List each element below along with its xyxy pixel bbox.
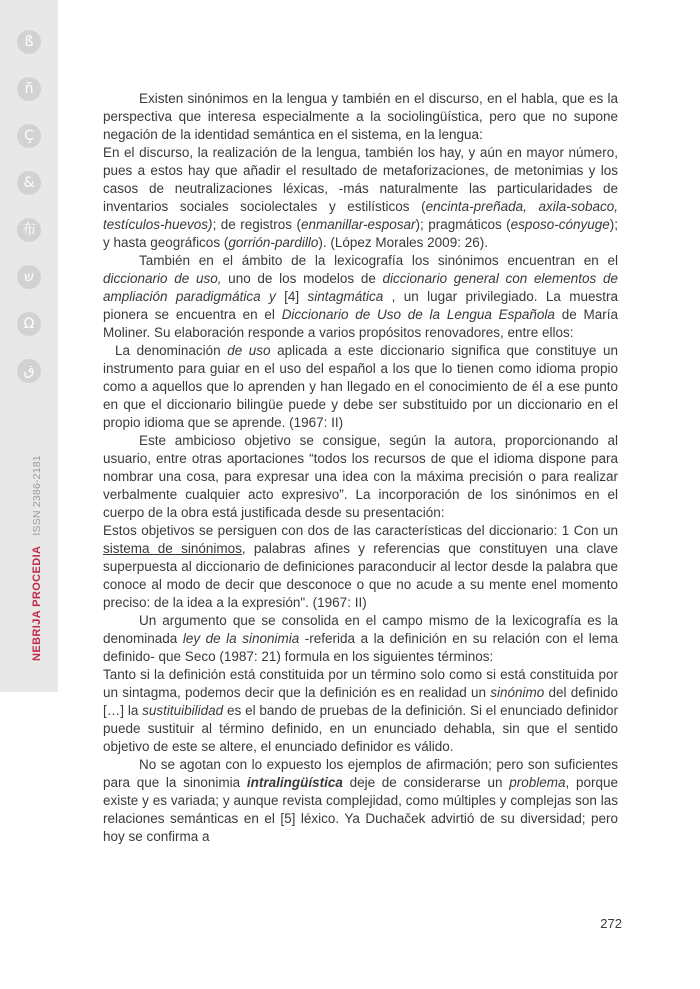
text-segment: sistema de sinónimos xyxy=(103,541,242,556)
text-segment: En el discurso, la realización de la lengua, también los hay, y aún en mayor número, pues a estos hay que añadir el resultado de metaforizaciones, de metonimias y los casos de neutralizaciones léxicas, -más naturalmente las particularidades de inventarios sociales sociolectales y estilísticos ( xyxy=(103,145,618,214)
text-segment: deje de considerarse un xyxy=(342,775,510,790)
enye-icon: ñ xyxy=(17,77,41,101)
text-segment: [4] xyxy=(275,289,308,304)
text-segment: enmanillar-esposar xyxy=(300,217,416,232)
text-segment: , palabras afines y referencias que constituyen una clave superpuesta al diccionario de definiciones paraconducir al lector desde la palabra que conoce al modo de decir que desconoce o que no acude a su mente enel momento preciso: de la idea a la expresión". (1967: II) xyxy=(103,541,618,610)
text-segment: sustituibilidad xyxy=(142,703,224,718)
journal-title: NEBRIJA PROCEDIA xyxy=(31,545,43,661)
text-segment: intralingüística xyxy=(246,775,343,790)
text-segment: , porque existe y es variada; y aunque revista complejidad, como múltiples y complejas son las relaciones semánticas en el [5] léxico. Ya Duchaček advirtió de su diversidad; pero hoy se confirma a xyxy=(103,775,618,844)
text-segment: ); y hasta geográficos ( xyxy=(103,217,618,250)
omega-icon: Ω xyxy=(17,312,41,336)
paragraph xyxy=(103,252,618,342)
text-segment: -referida a la definición en su relación con el lema definido- que Seco (1987: 21) formula en los siguientes términos: xyxy=(103,631,618,664)
paragraph xyxy=(103,90,618,144)
text-segment: aplicada a este diccionario significa que constituye un instrumento para guiar en el uso del español a los que lo tienen como idioma propio como a aquellos que lo aprenden y han llegado en el conocimiento de él a ese punto en que el diccionario bilingüe puede y debe ser substituido por un diccionario en el propio idioma que se aprende. (1967: II) xyxy=(103,343,619,430)
text-segment: También en el ámbito de la lexicografía los sinónimos encuentran en el xyxy=(139,253,618,268)
journal-issn: ISSN 2386-2181 xyxy=(31,455,43,536)
text-segment: Diccionario de Uso de la Lengua Española xyxy=(281,307,555,322)
text-segment: La denominación xyxy=(115,343,228,358)
text-segment: de María Moliner. Su elaboración responde a varios propósitos renovadores, entre ellos: xyxy=(103,307,618,340)
text-segment: de uso xyxy=(227,343,271,358)
text-segment: encinta-preñada, axila-sobaco, testículos-huevos) xyxy=(103,199,618,232)
c-cedilla-icon: Ç xyxy=(17,124,41,148)
text-segment: ; de registros ( xyxy=(212,217,301,232)
text-segment: gorrión-pardillo xyxy=(228,235,319,250)
text-segment: es el bando de pruebas de la definición. Si el enunciado definidor puede sustituir al término definido, en un enunciado dehabla, sin que el sentido objetivo de este se altere, el enunciado definidor es válido. xyxy=(103,703,618,754)
document-body xyxy=(103,90,618,846)
text-segment: problema xyxy=(509,775,566,790)
text-segment: diccionario general con elementos de ampliación paradigmática y xyxy=(103,271,618,304)
paragraph xyxy=(103,612,618,666)
text-segment: ); pragmáticos ( xyxy=(415,217,511,232)
text-segment: Este ambicioso objetivo se consigue, según la autora, proporcionando al usuario, entre otras aportaciones “todos los recursos de que el idioma dispone para nombrar una cosa, para expresar una idea con la máxima precisión o para realizar verbalmente cualquier acto expresivo”. La incorporación de los sinónimos en el cuerpo de la obra está justificada desde su presentación: xyxy=(103,433,618,520)
block-quote xyxy=(103,342,618,432)
text-segment: No se agotan con lo expuesto los ejemplos de afirmación; pero son suficientes para que la sinonimia xyxy=(103,757,618,790)
text-segment: , un lugar privilegiado. La muestra pionera se encuentra en el xyxy=(103,289,618,322)
page-number: 272 xyxy=(600,916,622,931)
text-segment: Un argumento que se consolida en el campo mismo de la lexicografía es la denominada xyxy=(103,613,618,646)
text-segment: del definido […] la xyxy=(103,685,619,718)
arabic-qaf-icon: ق xyxy=(17,359,41,383)
text-segment: Existen sinónimos en la lengua y también en el discurso, en el habla, que es la perspectiva que interesa especialmente a la sociolingüística, pero que no supone negación de la identidad semántica en el sistema, en la lengua: xyxy=(103,91,618,142)
journal-sidebar xyxy=(0,0,58,692)
badge-column xyxy=(0,0,58,383)
chinese-bu-icon: 布 xyxy=(17,218,41,242)
text-segment: Estos objetivos se persiguen con dos de las características del diccionario: 1 Con un xyxy=(103,523,618,538)
text-segment: sinónimo xyxy=(490,685,545,700)
block-quote xyxy=(103,666,618,756)
paragraph xyxy=(103,756,618,846)
hebrew-shin-icon: ש xyxy=(17,265,41,289)
text-segment: ). (López Morales 2009: 26). xyxy=(318,235,488,250)
journal-vertical-label xyxy=(27,455,45,661)
text-segment: Tanto si la definición está constituida por un término solo como si está constituida por un sintagma, podemos decir que la definición es en realidad un xyxy=(103,667,618,700)
text-segment: esposo-cónyuge xyxy=(510,217,610,232)
block-quote xyxy=(103,522,618,612)
block-quote xyxy=(103,144,618,252)
text-segment: sintagmática xyxy=(307,289,384,304)
text-segment: ley de la sinonimia xyxy=(182,631,300,646)
ampersand-icon: & xyxy=(17,171,41,195)
text-segment: diccionario de uso, xyxy=(103,271,222,286)
eszett-icon: ß xyxy=(17,30,41,54)
paragraph xyxy=(103,432,618,522)
text-segment: uno de los modelos de xyxy=(221,271,383,286)
